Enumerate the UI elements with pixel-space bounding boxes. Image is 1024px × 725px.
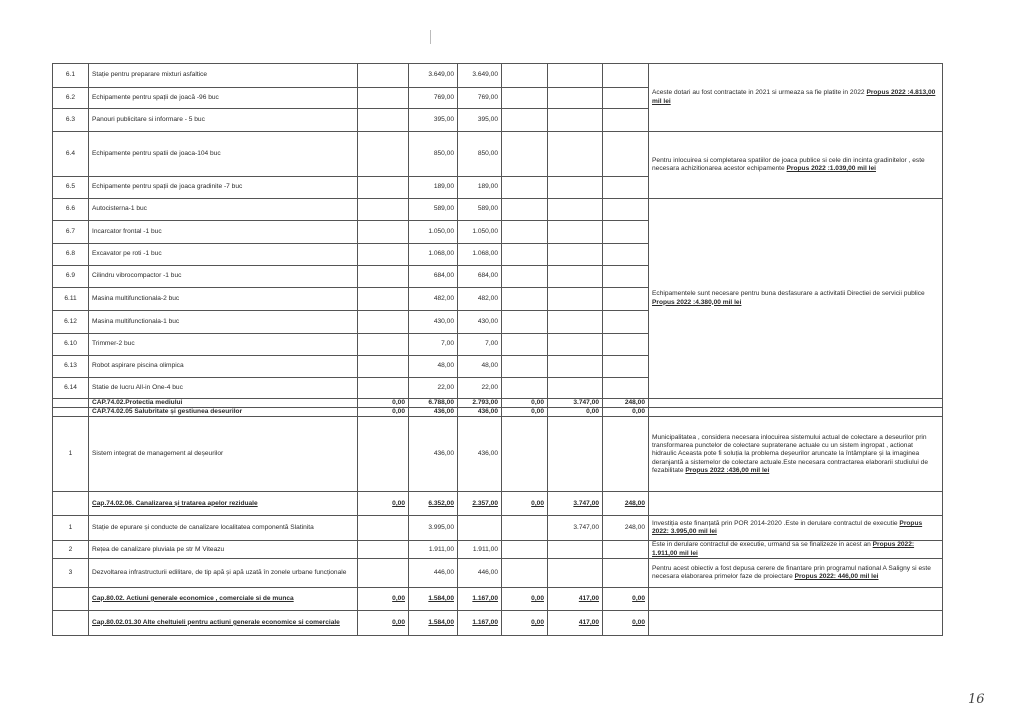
value-cell: 684,00 — [409, 266, 458, 288]
value-cell: 0,00 — [603, 610, 649, 635]
row-description: Robot aspirare piscina olimpica — [89, 356, 358, 378]
value-cell: 189,00 — [458, 177, 502, 199]
value-cell — [603, 288, 649, 311]
value-cell — [603, 334, 649, 356]
comment-text: Municipalitatea , considera necesara inlocuirea sistemului actual de colectare a deseurilor prin transformarea punctelor de colectare supraterane actuale cu un sistem ingropat , actionat hidraulic Aceasta pote fi soluția la problema deșeurilor aruncate la întâmplare și la imaginea deranjantă a sistemelor de colectare actuale.Este necesara contractarea elaborarii studiului de fezabilitate — [652, 433, 928, 474]
comment-cell — [649, 492, 943, 516]
value-cell — [603, 558, 649, 587]
value-cell: 3.747,00 — [548, 399, 603, 408]
value-cell: 482,00 — [458, 288, 502, 311]
value-cell — [548, 109, 603, 132]
row-number: 6.5 — [53, 177, 89, 199]
row-description: CAP.74.02.Protectia mediului — [89, 399, 358, 408]
row-number: 6.3 — [53, 109, 89, 132]
value-cell — [548, 378, 603, 399]
row-number: 6.6 — [53, 199, 89, 221]
comment-cell — [649, 541, 943, 558]
value-cell — [358, 132, 409, 177]
value-cell — [358, 177, 409, 199]
value-cell: 684,00 — [458, 266, 502, 288]
value-cell — [603, 109, 649, 132]
value-cell: 0,00 — [603, 408, 649, 417]
value-cell: 1.050,00 — [409, 221, 458, 244]
value-cell: 1.068,00 — [409, 244, 458, 266]
table-row — [53, 558, 943, 587]
value-cell: 482,00 — [409, 288, 458, 311]
value-cell — [502, 541, 548, 558]
row-number — [53, 399, 89, 408]
value-cell — [502, 516, 548, 541]
value-cell — [548, 417, 603, 492]
comment-cell — [649, 610, 943, 635]
value-cell: 248,00 — [603, 492, 649, 516]
comment-cell — [649, 399, 943, 408]
value-cell: 1.911,00 — [409, 541, 458, 558]
row-number: 6.10 — [53, 334, 89, 356]
row-number: 6.8 — [53, 244, 89, 266]
table-row — [53, 399, 943, 408]
table-row — [53, 610, 943, 635]
comment-text: Este in derulare contractul de executie, urmand sa se finalizeze in acest an — [652, 541, 873, 549]
row-number: 6.13 — [53, 356, 89, 378]
value-cell — [358, 541, 409, 558]
value-cell: 248,00 — [603, 399, 649, 408]
value-cell — [603, 88, 649, 109]
value-cell: 6.788,00 — [409, 399, 458, 408]
comment-text: Aceste dotari au fost contractate in 2021 si urmeaza sa fie platite in 2022 — [652, 89, 867, 97]
row-number: 6.1 — [53, 64, 89, 88]
table-row — [53, 516, 943, 541]
row-description: Rețea de canalizare pluviala pe str M Viteazu — [89, 541, 358, 558]
value-cell — [548, 288, 603, 311]
value-cell — [458, 516, 502, 541]
row-number: 6.12 — [53, 311, 89, 334]
value-cell: 446,00 — [409, 558, 458, 587]
value-cell: 2.793,00 — [458, 399, 502, 408]
row-description: Stație pentru preparare mixturi asfaltice — [89, 64, 358, 88]
table-row — [53, 541, 943, 558]
table-row — [53, 587, 943, 610]
value-cell — [502, 334, 548, 356]
value-cell — [548, 558, 603, 587]
row-description: Cap.80.02.01.30 Alte cheltuieli pentru actiuni generale economice si comerciale — [89, 610, 358, 635]
value-cell: 395,00 — [409, 109, 458, 132]
value-cell: 7,00 — [458, 334, 502, 356]
value-cell: 0,00 — [502, 399, 548, 408]
comment-text: Pentru inlocuirea si completarea spatiilor de joaca publice si cele din incinta gradinitelor , este necesara achizitionarea acestor echipamente — [652, 156, 925, 172]
row-description: Excavator pe roti -1 buc — [89, 244, 358, 266]
value-cell: 769,00 — [409, 88, 458, 109]
value-cell — [358, 199, 409, 221]
row-number: 3 — [53, 558, 89, 587]
comment-cell — [649, 132, 943, 199]
value-cell: 0,00 — [548, 408, 603, 417]
value-cell: 22,00 — [458, 378, 502, 399]
row-description: Echipamente pentru spatii de joaca-104 buc — [89, 132, 358, 177]
value-cell — [358, 244, 409, 266]
row-description: Masina multifunctionala-1 buc — [89, 311, 358, 334]
value-cell — [502, 244, 548, 266]
row-number — [53, 610, 89, 635]
comment-cell — [649, 417, 943, 492]
value-cell: 3.649,00 — [458, 64, 502, 88]
value-cell: 417,00 — [548, 587, 603, 610]
value-cell — [548, 356, 603, 378]
value-cell — [358, 334, 409, 356]
value-cell — [502, 109, 548, 132]
row-description: Masina multifunctionala-2 buc — [89, 288, 358, 311]
row-number: 6.4 — [53, 132, 89, 177]
row-description: Cap.80.02. Actiuni generale economice , comerciale si de munca — [89, 587, 358, 610]
value-cell: 0,00 — [358, 399, 409, 408]
value-cell: 7,00 — [409, 334, 458, 356]
value-cell — [502, 356, 548, 378]
proposed-amount: Propus 2022 :4.813,00 mil lei — [652, 89, 936, 105]
row-description: Incarcator frontal -1 buc — [89, 221, 358, 244]
row-number: 6.11 — [53, 288, 89, 311]
value-cell: 189,00 — [409, 177, 458, 199]
value-cell — [358, 221, 409, 244]
table-row — [53, 408, 943, 417]
value-cell: 0,00 — [358, 408, 409, 417]
value-cell — [603, 64, 649, 88]
value-cell — [502, 132, 548, 177]
proposed-amount: Propus 2022: 1.911,00 mil lei — [652, 541, 915, 557]
comment-cell — [649, 408, 943, 417]
proposed-amount: Propus 2022: 3.995,00 mil lei — [652, 520, 923, 536]
value-cell — [548, 132, 603, 177]
value-cell — [548, 177, 603, 199]
row-description: Panouri publicitare si informare - 5 buc — [89, 109, 358, 132]
value-cell: 48,00 — [458, 356, 502, 378]
value-cell: 430,00 — [458, 311, 502, 334]
value-cell: 850,00 — [458, 132, 502, 177]
value-cell: 436,00 — [458, 417, 502, 492]
value-cell — [603, 356, 649, 378]
value-cell — [603, 378, 649, 399]
row-number: 6.2 — [53, 88, 89, 109]
value-cell — [548, 199, 603, 221]
page-number: 16 — [968, 692, 985, 707]
value-cell — [603, 541, 649, 558]
comment-cell — [649, 64, 943, 132]
value-cell: 436,00 — [409, 417, 458, 492]
value-cell — [603, 221, 649, 244]
value-cell — [358, 516, 409, 541]
value-cell — [502, 288, 548, 311]
value-cell — [502, 64, 548, 88]
value-cell — [358, 109, 409, 132]
value-cell: 0,00 — [502, 492, 548, 516]
row-description: CAP.74.02.05 Salubritate și gestiunea deseurilor — [89, 408, 358, 417]
row-description: Echipamente pentru spații de joaca gradinite -7 buc — [89, 177, 358, 199]
value-cell — [548, 541, 603, 558]
comment-cell — [649, 199, 943, 399]
value-cell — [502, 199, 548, 221]
value-cell: 1.068,00 — [458, 244, 502, 266]
value-cell — [358, 311, 409, 334]
value-cell: 2.357,00 — [458, 492, 502, 516]
scan-mark — [430, 30, 431, 44]
value-cell: 436,00 — [409, 408, 458, 417]
value-cell: 0,00 — [358, 610, 409, 635]
row-description: Echipamente pentru spații de joacă -96 buc — [89, 88, 358, 109]
value-cell — [603, 311, 649, 334]
value-cell — [502, 417, 548, 492]
value-cell — [603, 417, 649, 492]
row-description: Statie de lucru All-in One-4 buc — [89, 378, 358, 399]
comment-cell — [649, 587, 943, 610]
row-number: 2 — [53, 541, 89, 558]
value-cell: 22,00 — [409, 378, 458, 399]
value-cell — [502, 88, 548, 109]
value-cell: 395,00 — [458, 109, 502, 132]
value-cell — [502, 311, 548, 334]
value-cell: 0,00 — [502, 610, 548, 635]
table-row — [53, 132, 943, 177]
table-row — [53, 492, 943, 516]
value-cell: 1.167,00 — [458, 610, 502, 635]
value-cell — [358, 64, 409, 88]
value-cell: 1.167,00 — [458, 587, 502, 610]
row-number: 6.9 — [53, 266, 89, 288]
comment-text: Pentru acest obiectiv a fost depusa cerere de finantare prin programul national A Saligny si este necesara elaborarea primelor faze de proiectare — [652, 564, 931, 580]
value-cell — [548, 334, 603, 356]
row-description: Trimmer-2 buc — [89, 334, 358, 356]
comment-cell — [649, 516, 943, 541]
value-cell: 6.352,00 — [409, 492, 458, 516]
row-number — [53, 492, 89, 516]
value-cell — [358, 88, 409, 109]
row-description: Autocisterna-1 buc — [89, 199, 358, 221]
row-number: 6.14 — [53, 378, 89, 399]
row-number — [53, 408, 89, 417]
value-cell — [358, 266, 409, 288]
value-cell — [358, 288, 409, 311]
value-cell: 3.649,00 — [409, 64, 458, 88]
value-cell — [548, 244, 603, 266]
value-cell: 0,00 — [358, 587, 409, 610]
value-cell: 769,00 — [458, 88, 502, 109]
row-number: 1 — [53, 516, 89, 541]
comment-cell — [649, 558, 943, 587]
value-cell — [358, 558, 409, 587]
proposed-amount: Propus 2022 :1.039,00 mil lei — [786, 165, 876, 172]
value-cell: 1.584,00 — [409, 587, 458, 610]
value-cell — [603, 244, 649, 266]
value-cell — [603, 266, 649, 288]
value-cell — [548, 64, 603, 88]
value-cell: 3.747,00 — [548, 492, 603, 516]
value-cell: 430,00 — [409, 311, 458, 334]
value-cell — [358, 417, 409, 492]
value-cell — [603, 199, 649, 221]
value-cell: 589,00 — [458, 199, 502, 221]
value-cell — [502, 378, 548, 399]
proposed-amount: Propus 2022: 446,00 mil lei — [794, 572, 879, 580]
value-cell — [358, 356, 409, 378]
comment-text: Investiția este finanțată prin POR 2014-2020 .Este in derulare contractul de executie — [652, 520, 900, 528]
value-cell: 0,00 — [502, 587, 548, 610]
value-cell: 3.747,00 — [548, 516, 603, 541]
value-cell: 589,00 — [409, 199, 458, 221]
value-cell: 0,00 — [502, 408, 548, 417]
value-cell: 3.995,00 — [409, 516, 458, 541]
budget-table — [52, 63, 943, 636]
value-cell: 0,00 — [358, 492, 409, 516]
value-cell: 248,00 — [603, 516, 649, 541]
proposed-amount: Propus 2022 :4.380,00 mil lei — [652, 298, 742, 306]
value-cell — [502, 221, 548, 244]
value-cell: 0,00 — [603, 587, 649, 610]
value-cell — [603, 132, 649, 177]
table-row — [53, 64, 943, 88]
value-cell: 446,00 — [458, 558, 502, 587]
table-row — [53, 199, 943, 221]
value-cell: 417,00 — [548, 610, 603, 635]
row-description: Sistem integrat de management al deșeurilor — [89, 417, 358, 492]
value-cell: 48,00 — [409, 356, 458, 378]
row-number: 1 — [53, 417, 89, 492]
value-cell — [502, 177, 548, 199]
value-cell: 1.584,00 — [409, 610, 458, 635]
value-cell — [358, 378, 409, 399]
comment-text: Echipamentele sunt necesare pentru buna desfasurare a activitatii Directiei de servicii publice — [652, 290, 925, 298]
row-description: Cap.74.02.06. Canalizarea și tratarea apelor reziduale — [89, 492, 358, 516]
value-cell — [548, 88, 603, 109]
row-number — [53, 587, 89, 610]
proposed-amount: Propus 2022 :436,00 mil lei — [685, 466, 770, 474]
row-description: Stație de epurare și conducte de canalizare localitatea componentă Slatinita — [89, 516, 358, 541]
value-cell — [548, 221, 603, 244]
value-cell: 1.911,00 — [458, 541, 502, 558]
value-cell: 850,00 — [409, 132, 458, 177]
row-number: 6.7 — [53, 221, 89, 244]
value-cell: 436,00 — [458, 408, 502, 417]
row-description: Dezvoltarea infrastructurii edilitare, de tip apă și apă uzată în zonele urbane funcționale — [89, 558, 358, 587]
row-description: Cilindru vibrocompactor -1 buc — [89, 266, 358, 288]
value-cell — [502, 266, 548, 288]
value-cell — [548, 266, 603, 288]
value-cell — [502, 558, 548, 587]
value-cell — [603, 177, 649, 199]
value-cell — [548, 311, 603, 334]
table-row — [53, 417, 943, 492]
value-cell: 1.050,00 — [458, 221, 502, 244]
